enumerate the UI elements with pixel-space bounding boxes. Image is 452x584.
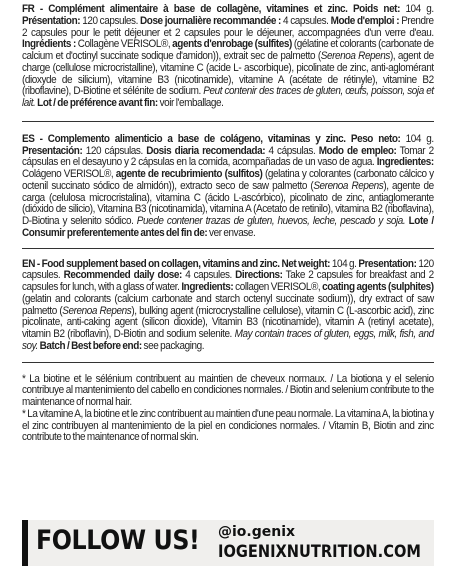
- fr-presentation: 120 capsules.: [82, 14, 138, 27]
- es-ingredients-label: Ingredientes:: [376, 156, 434, 169]
- divider: [22, 248, 434, 249]
- fr-latin-name: Serenoa Repens: [320, 50, 390, 62]
- health-claims: [22, 374, 434, 445]
- en-ingredient-coating: coating agents (sulphites): [322, 281, 434, 293]
- en-directions: Take 2 capsules for breakfast and 2 capsules for lunch, with a glass of water.: [22, 269, 434, 293]
- en-batch-text: see packaging.: [143, 339, 205, 352]
- en-dose: 4 capsules.: [185, 269, 232, 282]
- website-url: IOGENIXNUTRITION.COM: [218, 542, 421, 562]
- claim-hair: * La biotine et le sélénium contribuent au maintien de cheveux normaux. / La biotiona y el selenio contribuye al mantenimiento del cabello en condiciones normales. / Biotin and selenium contribute to the maintenance of normal hair.: [22, 372, 434, 408]
- fr-ingredient-collagen: Collagène VERISOL®,: [77, 38, 171, 51]
- es-header: ES - Complemento alimenticio a base de colágeno, vitaminas y zinc. Peso neto:: [22, 132, 401, 145]
- es-latin-name: Serenoa Repens: [313, 179, 384, 192]
- en-dose-label: Recommended daily dose:: [63, 269, 182, 282]
- en-ingredients-label: Ingredients:: [181, 281, 234, 293]
- en-ingredients-rest: ), bulking agent (microcrystalline cellulose), vitamin C (L-ascorbic acid), zinc picolinate, anti-caking agent (silicon dioxide), Vitamin B3 (nicotinamide), vitamin A (retinyl acetate), vitamin B2 (riboflavin), D-Biotin and sodium selenite.: [22, 304, 434, 340]
- fr-presentation-label: Présentation:: [22, 14, 81, 27]
- fr-ingredients-part: (gélatine et colorants (carbonate de calcium et d'octinyl succinate sodique d'amidon)), extrait sec de palmetto (: [22, 38, 434, 62]
- en-latin-name: Serenoa Repens: [62, 304, 132, 317]
- fr-header: FR - Complément alimentaire à base de collagène, vitamines et zinc. Poids net:: [22, 3, 400, 15]
- fr-lot-label: Lot / de préférence avant fin:: [37, 97, 158, 109]
- fr-dose: 4 capsules.: [283, 14, 329, 27]
- spanish-section: [22, 134, 434, 240]
- fr-traces: Peut contenir des traces de gluten, œufs, poisson, soja et lait.: [22, 85, 434, 109]
- french-section: [22, 4, 434, 110]
- en-ingredients-part: (gelatin and colorants (calcium carbonate and starch octenyl succinate sodium)), dry extract of saw palmetto (: [22, 292, 434, 317]
- es-presentation: 120 cápsulas.: [85, 144, 143, 157]
- es-ingredients-part: (gelatina y colorantes (carbonato cálcico y octenil succinato sódico de almidón)), extracto seco de saw palmetto (: [22, 168, 434, 192]
- es-ingredients-rest: ), agente de carga (celulosa microcristalina), vitamina C (ácido L-ascórbico), picolinato de zinc, antiaglomerante (dióxido de silicio), Vitamina B3 (nicotinamida), vitamina A (Acetato de retinilo), vitamina B2 (riboflavina), D-Biotina y selenito sódico.: [22, 179, 434, 227]
- divider: [22, 121, 434, 122]
- fr-weight: 104 g.: [405, 3, 434, 15]
- es-mode: Tomar 2 cápsulas en el desayuno y 2 cápsulas en la comida, acompañadas de un vaso de agua.: [22, 144, 434, 169]
- es-mode-label: Modo de empleo:: [318, 144, 397, 157]
- social-handle: @io.genix: [218, 524, 296, 540]
- footer-banner: [22, 520, 434, 566]
- es-ingredient-coating: agente de recubrimiento (sulfitos): [115, 168, 263, 180]
- en-batch-label: Batch / Best before end:: [39, 339, 142, 352]
- fr-ingredients-rest: ), agent de charge (cellulose microcristalline), vitamine C (acide L- ascorbique), picolinate de zinc, anti-aglomérant (dioxyde de silicium), vitamine B3 (nicotinamide), vitamine A (acétate de rétinyle), vitamine B2 (riboflavine), D-Biotine et sélénite de sodium.: [22, 50, 434, 98]
- fr-ingredients-label: Ingrédients :: [22, 38, 76, 51]
- en-directions-label: Directions:: [235, 269, 283, 282]
- en-weight: 104 g.: [331, 257, 357, 270]
- es-dose-label: Dosis diaria recomendada:: [146, 144, 266, 157]
- claim-skin: * La vitamine A, la biotine et le zinc contribuent au maintien d'une peau normale. La vitamina A, la biotina y el zinc contribuyen al mantenimiento de la piel en condiciones normales. / Vitamin B, Biotin and zinc contribute to the maintenance of normal skin.: [22, 407, 434, 444]
- es-presentation-label: Presentación:: [22, 144, 83, 157]
- divider: [22, 362, 434, 363]
- fr-lot-text: voir l'emballage.: [159, 97, 224, 109]
- es-lot-text: ver envase.: [209, 226, 256, 239]
- label-text: [22, 4, 434, 444]
- en-traces: May contain traces of gluten, eggs, milk, fish, and soy.: [22, 328, 434, 352]
- en-header: EN - Food supplement based on collagen, vitamins and zinc. Net weight:: [22, 257, 330, 270]
- en-presentation-label: Presentation:: [358, 257, 417, 270]
- es-traces: Puede contener trazas de gluten, huevos, leche, pescado y soja.: [136, 215, 406, 227]
- es-ingredient-collagen: Colágeno VERISOL®,: [22, 168, 114, 180]
- es-dose: 4 cápsulas.: [268, 144, 316, 157]
- fr-mode-label: Mode d'emploi :: [330, 14, 400, 27]
- english-section: [22, 259, 434, 353]
- follow-us-text: FOLLOW US!: [36, 525, 200, 556]
- es-weight: 104 g.: [405, 132, 434, 145]
- en-ingredient-collagen: collagen VERISOL®,: [235, 281, 321, 293]
- en-presentation: 120 capsules.: [22, 257, 434, 282]
- fr-ingredient-coating: agents d'enrobage (sulfites): [172, 38, 292, 51]
- es-lot-label: Lote / Consumir preferentemente antes del fin de:: [22, 215, 434, 239]
- fr-mode: Prendre 2 capsules pour le petit déjeuner et 2 capsules pour le déjeuner, accompagnées d'un verre d'eau.: [22, 14, 434, 39]
- fr-dose-label: Dose journalière recommandée :: [140, 14, 281, 27]
